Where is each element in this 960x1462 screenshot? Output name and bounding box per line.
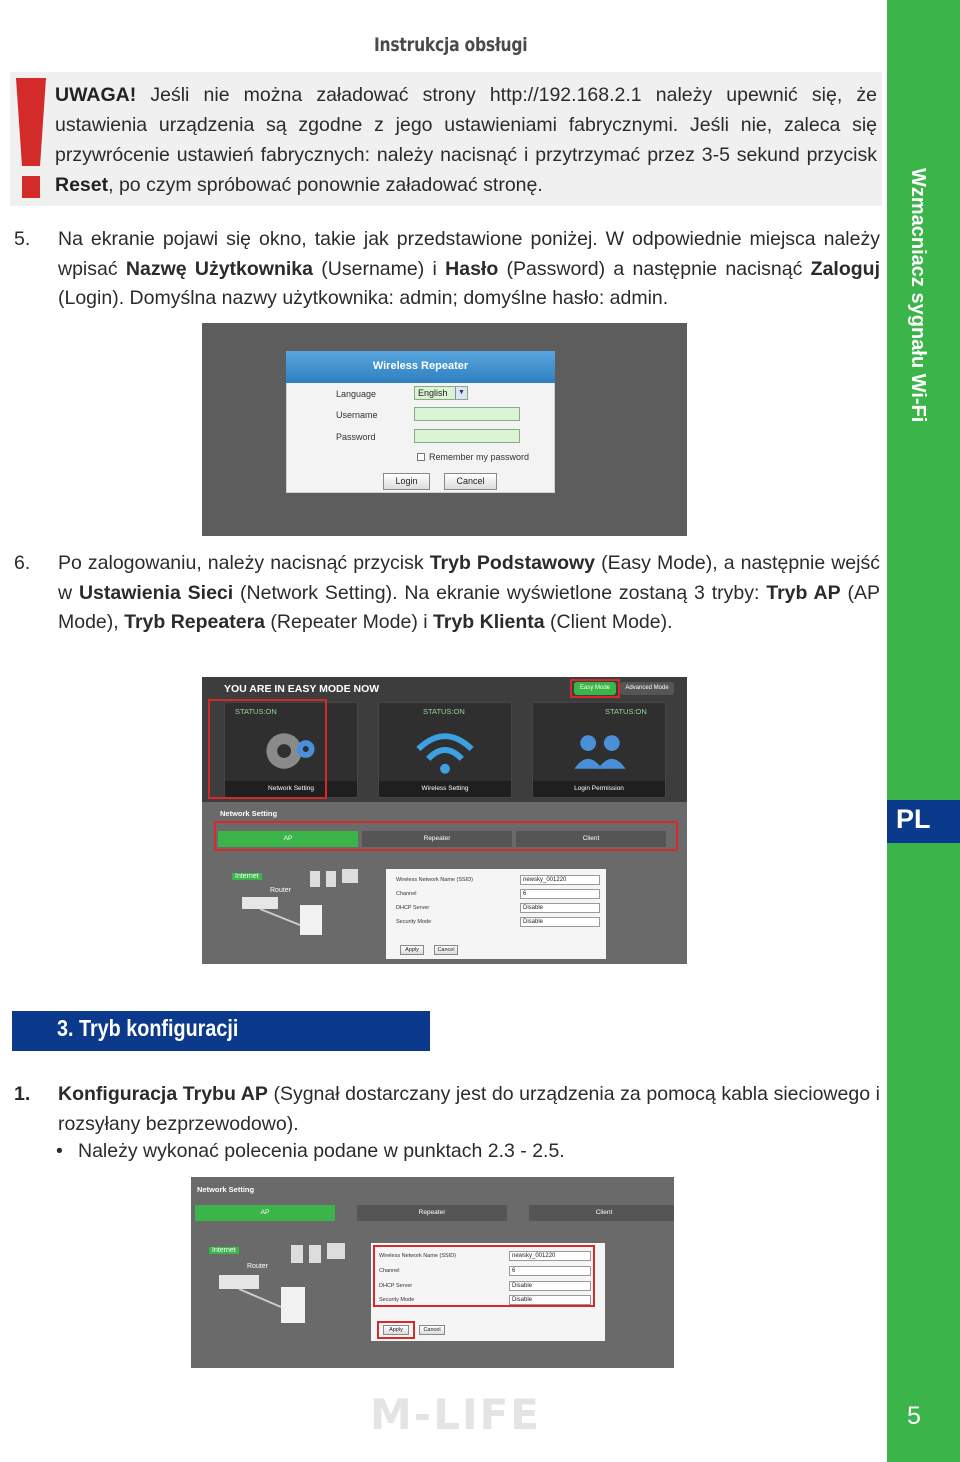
warning-text xyxy=(55,80,877,200)
m-life-logo: M-LIFE xyxy=(370,1390,541,1439)
warning-text-part: , po czym spróbować ponownie załadować stronę. xyxy=(108,174,543,196)
login-button[interactable]: Login xyxy=(383,473,430,490)
security-select[interactable]: Disable xyxy=(520,917,600,927)
password-input[interactable] xyxy=(414,429,520,443)
tab-ap[interactable]: AP xyxy=(218,831,358,847)
network-setting-heading: Network Setting xyxy=(197,1185,255,1194)
channel-select[interactable]: 6 xyxy=(509,1266,591,1276)
language-value: English xyxy=(418,388,448,398)
dhcp-select[interactable]: Disable xyxy=(520,903,600,913)
text-part: (Client Mode). xyxy=(544,611,673,633)
tab-client[interactable]: Client xyxy=(529,1205,674,1221)
bullet-item xyxy=(56,1140,565,1163)
reset-term: Reset xyxy=(55,174,109,196)
username-input[interactable] xyxy=(414,407,520,421)
cancel-button[interactable]: Cancel xyxy=(419,1325,445,1335)
warning-text-part: Jeśli nie można załadować strony http://192.168.2.1 należy upewnić się, że ustawienia urządzenia są zgodne z jego ustawieniami fabrycznymi. Jeśli nie, zaleca się przywrócenie ustawień fabrycznych: należy nacisnąć i przytrzymać przez 3-5 sekund przycisk xyxy=(55,84,877,166)
cancel-button[interactable]: Cancel xyxy=(444,473,497,490)
text-part: Po zalogowaniu, należy nacisnąć przycisk xyxy=(58,552,430,574)
text-part: (Username) i xyxy=(313,257,446,280)
tab-ap[interactable]: AP xyxy=(195,1205,335,1221)
tab-repeater[interactable]: Repeater xyxy=(357,1205,507,1221)
step-1-text xyxy=(58,1080,880,1139)
ssid-label: Wireless Network Name (SSID) xyxy=(396,877,474,883)
bold-term: Konfiguracja Trybu AP xyxy=(58,1083,268,1105)
channel-label: Channel xyxy=(379,1268,400,1274)
bold-term: Nazwę Użytkownika xyxy=(125,257,313,280)
network-setting-heading: Network Setting xyxy=(220,809,278,818)
login-screenshot xyxy=(202,323,687,536)
exclamation-icon xyxy=(14,78,48,203)
page-number: 5 xyxy=(907,1402,921,1430)
dhcp-label: DHCP Server xyxy=(396,905,430,911)
bold-term: Hasło xyxy=(445,257,499,280)
text-part: Na ekranie pojawi się okno, takie jak przedstawione poniżej. W odpowiednie miejsca należy wpisać xyxy=(58,228,880,280)
wireless-setting-card[interactable] xyxy=(378,702,512,798)
advanced-mode-tab[interactable]: Advanced Mode xyxy=(620,682,674,695)
step-number: 5. xyxy=(14,228,31,250)
card-label: Login Permission xyxy=(533,781,665,797)
step-5-text xyxy=(58,225,880,314)
text-part: (Password) a następnie nacisnąć xyxy=(498,257,811,280)
text-part: (Network Setting). Na ekranie wyświetlone zostaną 3 tryby: xyxy=(233,581,767,604)
text-part: (AP Mode), xyxy=(58,581,880,633)
highlight-frame xyxy=(570,679,620,698)
step-6-text xyxy=(58,549,880,638)
side-vertical-text: Wzmacniacz sygnału Wi-Fi xyxy=(907,168,929,423)
text-part: (Repeater Mode) i xyxy=(265,611,434,633)
chevron-down-icon: ▼ xyxy=(455,387,467,399)
users-icon xyxy=(533,719,665,781)
text-part: (Sygnał dostarczany jest do urządzenia za pomocą kabla sieciowego i rozsyłany bezprzewodowo). xyxy=(58,1083,880,1135)
warning-lead: UWAGA! xyxy=(55,84,137,106)
apply-button[interactable]: Apply xyxy=(383,1325,409,1335)
bold-term: Tryb Podstawowy xyxy=(429,552,596,574)
login-title: Wireless Repeater xyxy=(286,351,555,383)
status-badge: STATUS:ON xyxy=(423,707,465,716)
easy-mode-tab[interactable]: Easy Mode xyxy=(574,682,616,695)
remember-checkbox[interactable] xyxy=(417,453,425,461)
internet-label: Internet xyxy=(232,873,262,880)
step-number: 6. xyxy=(14,552,31,574)
tab-client[interactable]: Client xyxy=(516,831,666,847)
side-vertical-label xyxy=(895,168,955,468)
ap-mode-screenshot xyxy=(191,1177,674,1368)
ssid-label: Wireless Network Name (SSID) xyxy=(379,1253,457,1259)
card-label: Network Setting xyxy=(225,781,357,797)
router-label: Router xyxy=(270,887,292,894)
login-permission-card[interactable] xyxy=(532,702,666,798)
security-label: Security Mode xyxy=(396,919,432,925)
section-title: 3. Tryb konfiguracji xyxy=(57,1015,239,1041)
step-number: 1. xyxy=(14,1083,31,1105)
remember-label: Remember my password xyxy=(429,452,530,462)
network-diagram xyxy=(219,1239,349,1339)
bold-term: Ustawienia Sieci xyxy=(78,581,234,604)
security-select[interactable]: Disable xyxy=(509,1295,591,1305)
network-diagram xyxy=(242,867,362,947)
dhcp-label: DHCP Server xyxy=(379,1283,413,1289)
highlight-frame xyxy=(214,821,678,851)
highlight-frame xyxy=(377,1321,415,1339)
bold-term: Tryb Repeatera xyxy=(124,611,266,633)
language-badge-text: PL xyxy=(896,804,931,834)
step-6 xyxy=(14,549,880,669)
easy-mode-banner: YOU ARE IN EASY MODE NOW xyxy=(224,683,380,695)
bold-term: Tryb Klienta xyxy=(433,611,545,633)
step-1 xyxy=(14,1080,880,1140)
username-label: Username xyxy=(336,410,378,420)
bold-term: Zaloguj xyxy=(810,257,880,280)
channel-label: Channel xyxy=(396,891,417,897)
bullet-mark: • xyxy=(56,1140,63,1162)
ssid-input[interactable]: newsky_001220 xyxy=(520,875,600,885)
cancel-button[interactable]: Cancel xyxy=(434,945,458,955)
security-label: Security Mode xyxy=(379,1297,415,1303)
step-5 xyxy=(14,225,880,315)
text-part: (Easy Mode), a następnie wejść w xyxy=(58,552,880,604)
router-label: Router xyxy=(247,1263,269,1270)
language-label: Language xyxy=(336,389,377,399)
tab-repeater[interactable]: Repeater xyxy=(362,831,512,847)
document-header-title: Instrukcja obsługi xyxy=(374,34,528,56)
bullet-text: Należy wykonać polecenia podane w punktach 2.3 - 2.5. xyxy=(78,1140,565,1162)
password-label: Password xyxy=(336,432,376,442)
easy-mode-screenshot xyxy=(202,677,687,964)
ssid-input[interactable]: newsky_001220 xyxy=(509,1251,591,1261)
status-badge: STATUS:ON xyxy=(605,707,647,716)
highlight-frame xyxy=(208,699,327,799)
dhcp-select[interactable]: Disable xyxy=(509,1281,591,1291)
bold-term: Tryb AP xyxy=(766,581,841,604)
language-select[interactable] xyxy=(414,386,468,400)
internet-label: Internet xyxy=(209,1247,239,1254)
status-badge: STATUS:ON xyxy=(235,707,277,716)
apply-button[interactable]: Apply xyxy=(400,945,424,955)
wifi-icon xyxy=(379,719,511,781)
card-label: Wireless Setting xyxy=(379,781,511,797)
channel-select[interactable]: 6 xyxy=(520,889,600,899)
text-part: (Login). Domyślna nazwy użytkownika: admin; domyślne hasło: admin. xyxy=(58,287,669,309)
